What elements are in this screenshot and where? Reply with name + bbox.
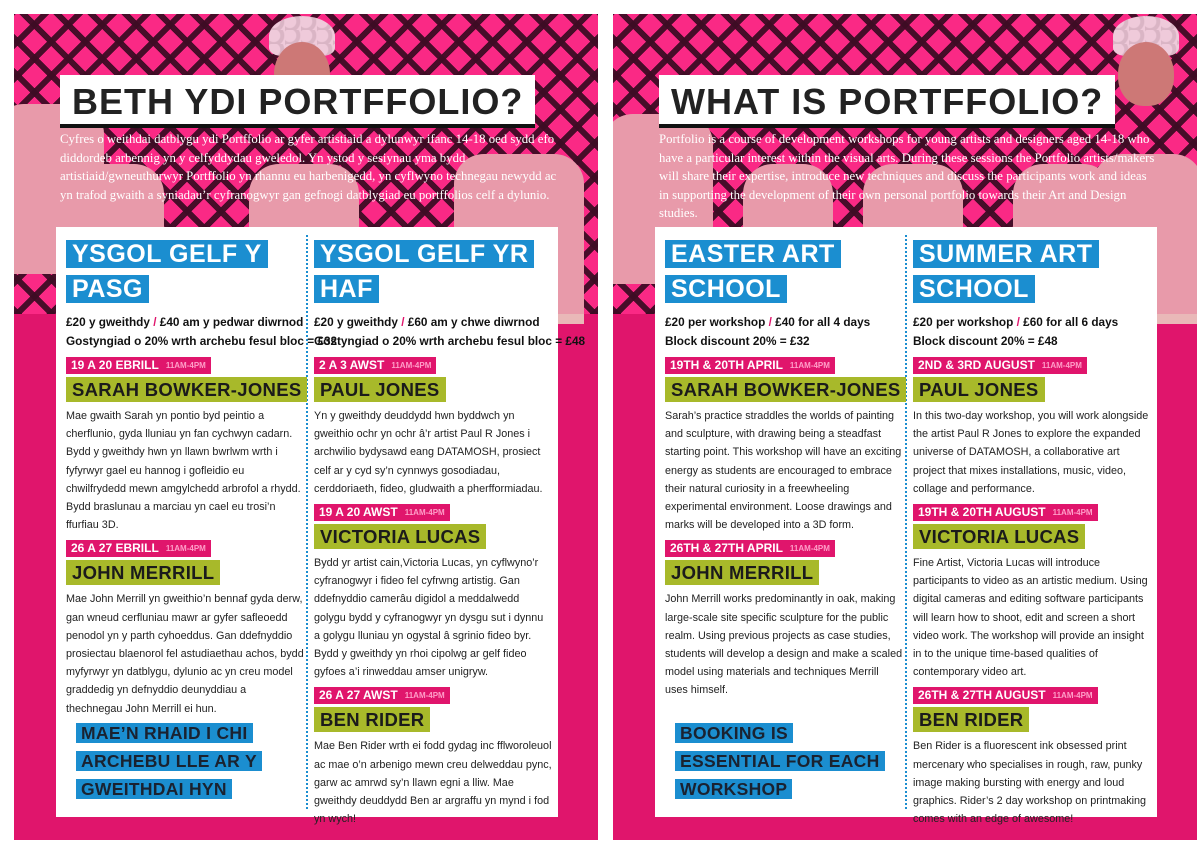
artist-name: VICTORIA LUCAS: [314, 524, 486, 549]
session-date: 26 A 27 EBRILL: [66, 540, 164, 557]
welsh-page: [14, 14, 598, 840]
artist-name: PAUL JONES: [913, 377, 1045, 402]
session-description: Mae John Merrill yn gweithio’n bennaf gyda derw, gan wneud cerfluniau mawr ar gyfer safleoedd penodol yn y parth cyhoeddus. Gan ddefnyddio prosiectau blaenorol fel astudiaethau achos, bydd myfyrwyr yn datblygu, dylunio ac yn creu model graddedig yn defnyddio deunyddiau a thechnegau John Merrill ei hun.: [66, 593, 304, 715]
session: [314, 357, 552, 498]
summer-column: [913, 237, 1151, 828]
price-line: £20 per workshop / £60 for all 6 days: [913, 315, 1119, 329]
session-date: 19 A 20 EBRILL: [66, 357, 164, 374]
discount-line: Gostyngiad o 20% wrth archebu fesul bloc = £32: [66, 334, 338, 348]
price-line: £20 y gweithdy / £60 am y chwe diwrnod: [314, 315, 540, 329]
summer-column: [314, 237, 586, 828]
session: [314, 687, 552, 828]
session-description: Mae Ben Rider wrth ei fodd gydag inc fflworoleuol ac mae o’n arbenigo mewn creu delweddau pync, garw ac amrwd sy’n llawn egni a lliw. Mae gweithdy deuddydd Ben ar argraffu yn mynd i fod yn wych!: [314, 740, 552, 826]
session-description: In this two-day workshop, you will work alongside the artist Paul R Jones to explore the expanded universe of DATAMOSH, a collaborative art project that mixes installations, music, video, collage and performance.: [913, 410, 1149, 495]
column-title: SUMMER ART SCHOOL: [913, 240, 1099, 303]
intro-text: Cyfres o weithdai datblygu ydi Portffolio ar gyfer artistiaid a dylunwyr ifanc 14-18 oed sydd efo diddordeb arbennig yn y celfyddydau gweledol. Yn ystod y sesiynau yma bydd artistiaid/gwneuthurwyr Portffolio yn rhannu eu harbenigedd, yn cyflwyno technegau newydd ac yn trafod gwaith a syniadau’r cyfranogwyr gan gefnogi datblygiad eu portffolios celf a dylunio.: [60, 132, 557, 202]
column-title: YSGOL GELF Y PASG: [66, 240, 268, 303]
session-date: 2 A 3 AWST: [314, 357, 389, 374]
session-time: 11AM-4PM: [164, 540, 211, 557]
program-card: [655, 227, 1157, 826]
session-date: 2ND & 3RD AUGUST: [913, 357, 1040, 374]
session-time: 11AM-4PM: [788, 357, 835, 374]
session-time: 11AM-4PM: [1051, 504, 1098, 521]
session-time: 11AM-4PM: [1051, 687, 1098, 704]
session-date: 19TH & 20TH APRIL: [665, 357, 788, 374]
english-page: [613, 14, 1197, 840]
session-date: 19TH & 20TH AUGUST: [913, 504, 1051, 521]
session-time: 11AM-4PM: [788, 540, 835, 557]
session-date: 26TH & 27TH AUGUST: [913, 687, 1051, 704]
artist-name: VICTORIA LUCAS: [913, 524, 1085, 549]
session-description: Mae gwaith Sarah yn pontio byd peintio a cherflunio, gyda lluniau yn fan cychwyn cadarn. Bydd y gweithdy hwn yn llawn bwrlwm wrth i fyfyrwyr gael eu hannog i gofleidio eu chwilfrydedd mewn amgylchedd arbrofol a rhydd. Bydd braslunau a marciau yn cael eu trosi’n ffurfiau 3D.: [66, 410, 301, 532]
session-description: Sarah’s practice straddles the worlds of painting and sculpture, with drawing being a steadfast starting point. This workshop will have an exciting energy as students are encouraged to embrace their natural curiosity in a freewheeling experimental environment. Loose drawings and marks will be developed into a 3D form.: [665, 410, 902, 532]
discount-line: Block discount 20% = £32: [665, 334, 810, 348]
artist-name: BEN RIDER: [913, 707, 1029, 732]
session: [913, 687, 1151, 828]
column-title: YSGOL GELF YR HAF: [314, 240, 534, 303]
page-title: WHAT IS PORTFFOLIO?: [659, 75, 1115, 128]
easter-column: [665, 237, 903, 700]
session-time: 11AM-4PM: [403, 504, 450, 521]
session-time: 11AM-4PM: [389, 357, 436, 374]
session-date: 19 A 20 AWST: [314, 504, 403, 521]
artist-name: BEN RIDER: [314, 707, 430, 732]
session-description: Bydd yr artist cain,Victoria Lucas, yn cyflwyno’r cyfranogwyr i fideo fel cyfrwng artistig. Gan ddefnyddio camerâu digidol a meddalwedd golygu bydd y cyfranogwyr yn dysgu sut i dynnu a golygu lluniau yn ogystal â sgrinio fideo byr. Bydd y gweithdy yn rhoi cipolwg ar gelf fideo gyfoes a’i rinweddau amser unigryw.: [314, 557, 544, 679]
session-description: Ben Rider is a fluorescent ink obsessed print mercenary who specialises in rough, raw, punky image making bursting with energy and loud graphics. Rider’s 2 day workshop on printmaking comes with an edge of awesome!: [913, 740, 1147, 826]
session-date: 26TH & 27TH APRIL: [665, 540, 788, 557]
session: [913, 504, 1151, 681]
discount-line: Block discount 20% = £48: [913, 334, 1058, 348]
artist-name: JOHN MERRILL: [665, 560, 819, 585]
session-time: 11AM-4PM: [1040, 357, 1087, 374]
session: [66, 540, 304, 717]
session: [314, 504, 552, 681]
booking-notice: MAE’N RHAID I CHI ARCHEBU LLE AR Y GWEITHDAI HYN: [76, 719, 286, 803]
page-title: BETH YDI PORTFFOLIO?: [60, 75, 535, 128]
intro-text: Portfolio is a course of development workshops for young artists and designers aged 14-18 who have a particular interest within the visual arts. During these sessions the Portfolio artists/makers will share their expertise, introduce new techniques and discuss the participants work and ideas in supporting the development of their own personal portfolio towards their Art and Design studies.: [659, 132, 1155, 221]
session-description: Yn y gweithdy deuddydd hwn byddwch yn gweithio ochr yn ochr â’r artist Paul R Jones i archwilio bydysawd eang DATAMOSH, prosiect celf ar y cyd sy’n cynnwys gosodiadau, cerddoriaeth, fideo, gludwaith a pherfformiadau.: [314, 410, 543, 495]
price-line: £20 per workshop / £40 for all 4 days: [665, 315, 871, 329]
easter-column: [66, 237, 338, 718]
session-description: John Merrill works predominantly in oak, making large-scale site specific sculpture for the public realm. Using previous projects as case studies, students will develop a design and make a scaled model using materials and techniques Merrill uses himself.: [665, 593, 903, 697]
session: [66, 357, 304, 534]
column-divider: [905, 235, 907, 809]
booking-notice: BOOKING IS ESSENTIAL FOR EACH WORKSHOP: [675, 719, 885, 803]
session-time: 11AM-4PM: [403, 687, 450, 704]
session: [913, 357, 1151, 498]
price-line: £20 y gweithdy / £40 am y pedwar diwrnod: [66, 315, 304, 329]
session-description: Fine Artist, Victoria Lucas will introduce participants to video as an artistic medium. Using digital cameras and editing software participants will learn how to shoot, edit and screen a short video work. The workshop will provide an insight in to the unique time-based qualities of contemporary video art.: [913, 557, 1148, 679]
session: [665, 357, 903, 534]
session: [665, 540, 903, 699]
artist-name: SARAH BOWKER-JONES: [665, 377, 906, 402]
artist-name: PAUL JONES: [314, 377, 446, 402]
artist-name: SARAH BOWKER-JONES: [66, 377, 307, 402]
artist-name: JOHN MERRILL: [66, 560, 220, 585]
program-card: [56, 227, 586, 826]
column-title: EASTER ART SCHOOL: [665, 240, 841, 303]
discount-line: Gostyngiad o 20% wrth archebu fesul bloc = £48: [314, 334, 586, 348]
column-divider: [306, 235, 308, 809]
session-date: 26 A 27 AWST: [314, 687, 403, 704]
session-time: 11AM-4PM: [164, 357, 211, 374]
